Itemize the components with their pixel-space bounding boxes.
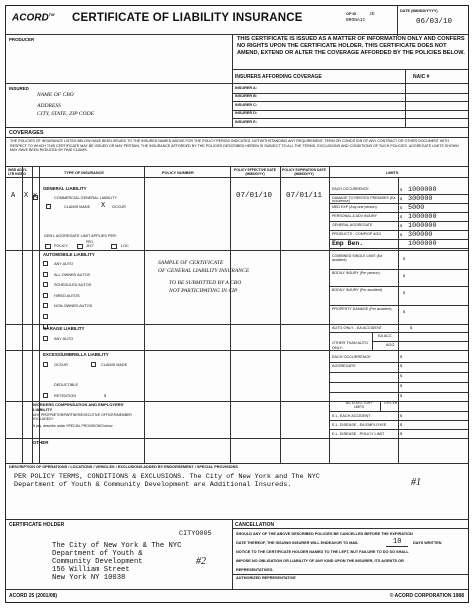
dollar-sign: $ — [400, 394, 403, 398]
garage-limit-2: OTHER THAN AUTO ONLY: — [332, 341, 368, 350]
gl-limit-label: Emp Ben. — [332, 240, 364, 247]
insurer-row-divider — [232, 101, 468, 102]
wc-question-note: If yes, describe under SPECIAL PROVISIONS below — [33, 424, 113, 428]
insurer-row-label: INSURER B: — [235, 94, 258, 99]
sample-line-3: TO BE SUBMITTED BY A CBO — [169, 280, 242, 286]
gl-limit-label: MED EXP (Any one person) — [332, 204, 377, 209]
dollar-sign: $ — [400, 414, 403, 418]
dollar-sign: $ — [400, 205, 403, 210]
garage-any-auto: ANY AUTO — [54, 337, 74, 341]
gl-expiration-date: 07/01/11 — [286, 192, 323, 200]
gl-limit-value: 300000 — [408, 231, 433, 239]
insurers-heading: INSURERS AFFORDING COVERAGE — [235, 74, 322, 80]
cancellation-days: 10 — [393, 538, 402, 546]
date-label: DATE (MM/DD/YYYY) — [400, 9, 438, 13]
excess-title: EXCESS/UMBRELLA LIABILITY — [43, 352, 109, 357]
gl-claims-made: CLAIMS MADE — [64, 205, 91, 209]
gl-occur-mark: X — [101, 202, 106, 210]
col-exp-header: POLICY EXPIRATION DATE (MM/DD/YY) — [282, 168, 326, 176]
gl-limit-value: 1000000 — [408, 222, 437, 230]
dollar-sign: $ — [400, 374, 403, 378]
logo-trademark: TM — [48, 12, 55, 17]
dollar-sign: $ — [400, 187, 403, 192]
cancellation-text-2b: DAYS WRITTEN — [413, 541, 442, 545]
gl-limit-label: PRODUCTS - COMP/OP AGG — [332, 231, 382, 236]
wc-question: ANY PROPRIETOR/PARTNER/EXECUTIVE OFFICER/MEMBER EXCLUDED? — [33, 413, 132, 421]
excess-limit-2: AGGREGATE — [332, 364, 356, 368]
holder-address-line: New York NY 10038 — [52, 574, 126, 582]
insurer-row-divider — [232, 110, 468, 111]
auto-limit-label: PROPERTY DAMAGE (Per accident) — [332, 307, 392, 311]
auto-limit-divider — [329, 269, 468, 270]
footer-copyright: © ACORD CORPORATION 1988 — [389, 593, 464, 599]
dollar-sign: $ — [410, 326, 413, 330]
gl-limit-divider — [329, 230, 468, 231]
cancellation-text-4: IMPOSE NO OBLIGATION OR LIABILITY OF ANY KIND UPON THE INSURER, ITS AGENTS OR — [236, 559, 404, 563]
gl-limit-label: DAMAGE TO RENTED PREMISES (Ea occurence) — [332, 195, 396, 204]
gl-limit-divider — [329, 221, 468, 222]
op-id-label: OP ID — [346, 12, 357, 16]
insurer-row-divider — [232, 93, 468, 94]
gl-commercial-label: COMMERCIAL GENERAL LIABILITY — [54, 196, 118, 200]
auto-limit-label: BODILY INJURY (Per person) — [332, 271, 380, 275]
sample-line-1: SAMPLE OF CERTIFICATE — [158, 260, 224, 266]
insured-label: INSURED — [9, 86, 29, 91]
garage-title: GARAGE LIABILITY — [43, 326, 85, 331]
dollar-sign: $ — [400, 432, 403, 436]
gl-limit-value: 5000 — [408, 204, 425, 212]
excess-retention: RETENTION — [54, 394, 76, 398]
wc-title: WORKERS COMPENSATION AND EMPLOYERS' LIABILITY — [33, 402, 125, 412]
dollar-sign: $ — [400, 214, 403, 219]
excess-occur-checkbox[interactable] — [43, 362, 48, 367]
dollar-sign: $ — [403, 274, 406, 278]
auto-title: AUTOMOBILE LIABILITY — [43, 252, 95, 257]
cancellation-text-3: NOTICE TO THE CERTIFICATE HOLDER NAMED TO THE LEFT, BUT FAILURE TO DO SO SHALL — [236, 550, 409, 554]
gl-project-option: PRO- JECT — [86, 240, 94, 248]
insured-address: ADDRESS — [37, 103, 61, 109]
gl-insurer-letter: A — [11, 192, 16, 200]
gl-limit-value: 300000 — [408, 195, 433, 203]
gl-limit-value: 1000000 — [408, 186, 437, 194]
garage-limit-4: AGG — [386, 343, 395, 347]
gl-additional-insured: X — [24, 192, 29, 200]
op-id-value: JE — [369, 12, 375, 17]
auto-option-checkbox[interactable] — [43, 272, 48, 277]
holder-address-line: The City of New York & The NYC — [52, 542, 182, 550]
auto-limit-divider — [329, 286, 468, 287]
op-id-sub: BRONA1C — [346, 18, 366, 23]
certificate-form — [5, 5, 469, 603]
excess-occur: OCCUR — [54, 363, 68, 367]
cancellation-text-1: SHOULD ANY OF THE ABOVE DESCRIBED POLICIES BE CANCELLED BEFORE THE EXPIRATION — [236, 532, 413, 536]
gl-policy-option: POLICY — [54, 244, 68, 248]
dollar-sign: $ — [400, 223, 403, 228]
handwritten-mark-2: #2 — [196, 556, 206, 567]
garage-limit-3: EA ACC — [378, 334, 392, 338]
col-limits-header: LIMITS — [386, 171, 399, 175]
garage-limit-1: AUTO ONLY - EA ACCIDENT — [332, 326, 383, 330]
gl-limit-value: 1000000 — [408, 213, 437, 221]
auto-option-checkbox[interactable] — [43, 261, 48, 266]
other-title: OTHER — [33, 440, 49, 445]
project-checkbox[interactable] — [77, 244, 83, 249]
dollar-sign: $ — [400, 384, 403, 388]
gl-limit-divider — [329, 248, 468, 249]
col-eff-header: POLICY EFFECTIVE DATE (MM/DD/YY) — [233, 168, 277, 176]
gl-limit-divider — [329, 203, 468, 204]
footer-form-id: ACORD 25 (2001/08) — [9, 593, 58, 599]
dollar-sign: $ — [400, 232, 403, 237]
auto-option-checkbox[interactable] — [43, 293, 48, 298]
insured-name: NAME OF CBO — [37, 92, 74, 98]
holder-label: CERTIFICATE HOLDER — [9, 522, 65, 528]
cancellation-text-2a: DATE THEREOF, THE ISSUING INSURER WILL ENDEAVOR TO MAIL — [236, 541, 359, 545]
dollar-sign: $ — [104, 394, 107, 398]
gl-title: GENERAL LIABILITY — [43, 186, 87, 191]
gl-aggregate-applies: GEN'L AGGREGATE LIMIT APPLIES PER: — [44, 234, 117, 238]
excess-retention-checkbox[interactable] — [43, 393, 48, 398]
gl-blank-checkbox[interactable] — [46, 204, 51, 209]
cancellation-label: CANCELLATION — [235, 522, 275, 528]
date-value: 06/03/10 — [416, 18, 453, 26]
wc-limit-3: E.L. DISEASE - POLICY LIMIT — [332, 432, 385, 436]
auto-limit-divider — [329, 305, 468, 306]
coverages-text: THE POLICIES OF INSURANCE LISTED BELOW HAVE BEEN ISSUED TO THE INSURED NAMED ABOVE FOR THE POLICY PERIOD INDICATED. NOTWITHSTANDING ANY REQUIREMENT, TERM OR CONDITION OF ANY CONTRACT OR OTHER DOCUMENT WITH RESPECT TO WHICH THIS CERTIFICATE MAY BE ISSUED OR MAY PERTAIN, THE INSURANCE AFFORDED BY THE POLICIES DESCRIBED HEREIN IS SUBJECT TO ALL THE TERMS, EXCLUSIONS AND CONDITIONS OF SUCH POLICIES. AGGREGATE LIMITS SHOWN MAY HAVE BEEN REDUCED BY PAID CLAIMS. — [10, 139, 459, 153]
excess-limit-1: EACH OCCURRENCE — [332, 355, 371, 359]
gl-loc-option: LOC — [121, 244, 129, 248]
acord-logo — [12, 12, 54, 23]
excess-deductible: DEDUCTIBLE — [54, 383, 79, 387]
auto-option-label: NON-OWNED AUTOS — [54, 304, 93, 308]
gl-mark: X — [33, 193, 38, 201]
form-title: CERTIFICATE OF LIABILITY INSURANCE — [72, 12, 303, 24]
col-policy-header: POLICY NUMBER — [162, 171, 194, 175]
loc-checkbox[interactable] — [111, 244, 117, 249]
gl-limit-label: EACH OCCURRENCE — [332, 186, 369, 191]
logo-text: ACORD — [12, 12, 49, 24]
authorized-rep-label: AUTHORIZED REPRESENTATIVE — [236, 576, 296, 580]
excess-claims: CLAIMS MADE — [101, 363, 128, 367]
description-line-1: PER POLICY TERMS, CONDITIONS & EXCLUSIONS. The City of New York and The NYC — [14, 473, 320, 481]
dollar-sign: $ — [403, 257, 406, 261]
holder-address-line: 156 William Street — [52, 566, 130, 574]
certificate-notice: THIS CERTIFICATE IS ISSUED AS A MATTER OF INFORMATION ONLY AND CONFERS NO RIGHTS UPON THE CERTIFICATE HOLDER. THIS CERTIFICATE DOES NOT AMEND, EXTEND OR ALTER THE COVERAGE AFFORDED BY THE POLICIES BELOW. — [237, 36, 465, 56]
wc-limit-1: E.L. EACH ACCIDENT — [332, 414, 371, 418]
dollar-sign: $ — [400, 196, 403, 201]
auto-option-checkbox[interactable] — [43, 303, 48, 308]
gl-limit-label: PERSONAL & ADV INJURY — [332, 213, 377, 218]
description-label: DESCRIPTION OF OPERATIONS / LOCATIONS / VEHICLES / EXCLUSIONS ADDED BY ENDORSEMENT / SPECIAL PROVISIONS — [9, 465, 238, 469]
sample-line-2: OF GENERAL LIABILITY INSURANCE — [158, 268, 250, 274]
dollar-sign: $ — [400, 423, 403, 427]
insurer-row-label: INSURER E: — [235, 119, 257, 124]
coverages-label: COVERAGES — [9, 130, 44, 136]
col-ltr-header: INSR ADD'L LTR INSRD — [8, 168, 28, 176]
dollar-sign: $ — [400, 364, 403, 368]
auto-limit-label: COMBINED SINGLE LIMIT (Ea accident) — [332, 254, 383, 262]
gl-limit-value: 1000000 — [408, 240, 437, 248]
insurer-row-label: INSURER A: — [235, 85, 258, 90]
gl-limit-divider — [329, 212, 468, 213]
holder-address-line: Department of Youth & — [52, 550, 143, 558]
col-type-header: TYPE OF INSURANCE — [64, 171, 104, 175]
insurer-row-label: INSURER C: — [235, 102, 258, 107]
auto-option-label: HIRED AUTOS — [54, 293, 80, 298]
dollar-sign: $ — [400, 355, 403, 359]
auto-option-label: ANY AUTO — [54, 262, 74, 266]
gl-effective-date: 07/01/10 — [236, 192, 273, 200]
policy-checkbox[interactable] — [45, 244, 51, 249]
description-line-2: Department of Youth & Community Development are Additional Insureds. — [14, 481, 292, 489]
naic-heading: NAIC # — [413, 74, 430, 80]
insured-city: CITY, STATE, ZIP CODE — [37, 111, 95, 117]
holder-code: CITYO005 — [179, 530, 212, 538]
wc-other: OTH- ER — [384, 401, 398, 405]
auto-option-checkbox[interactable] — [43, 282, 48, 287]
holder-address-line: Community Development — [52, 558, 143, 566]
auto-option-label: ALL OWNED AUTOS — [54, 272, 91, 277]
gl-limit-label: GENERAL AGGREGATE — [332, 222, 373, 227]
dollar-sign: $ — [403, 291, 406, 295]
auto-limit-label: BODILY INJURY (Per accident) — [332, 288, 383, 292]
gl-occur: OCCUR — [112, 205, 126, 209]
producer-label: PRODUCER — [9, 37, 35, 42]
wc-limit-2: E.L. DISEASE - EA EMPLOYEE — [332, 423, 387, 427]
cancellation-text-5: REPRESENTATIVES. — [236, 568, 274, 572]
excess-claims-checkbox[interactable] — [91, 362, 96, 367]
auto-option-label: SCHEDULED AUTOS — [54, 283, 92, 287]
gl-limit-divider — [329, 194, 468, 195]
insurer-row-label: INSURER D: — [235, 111, 258, 116]
sample-line-4: NOT PARTICIPATING IN CIP — [169, 288, 238, 294]
wc-statutory: WC STATU- TORY LIMITS — [345, 401, 373, 409]
dollar-sign: $ — [403, 310, 406, 314]
garage-any-auto-checkbox[interactable] — [43, 336, 48, 341]
handwritten-mark-1: #1 — [411, 477, 421, 488]
insurer-row-divider — [232, 118, 468, 119]
auto-blank-checkbox[interactable] — [43, 314, 48, 319]
